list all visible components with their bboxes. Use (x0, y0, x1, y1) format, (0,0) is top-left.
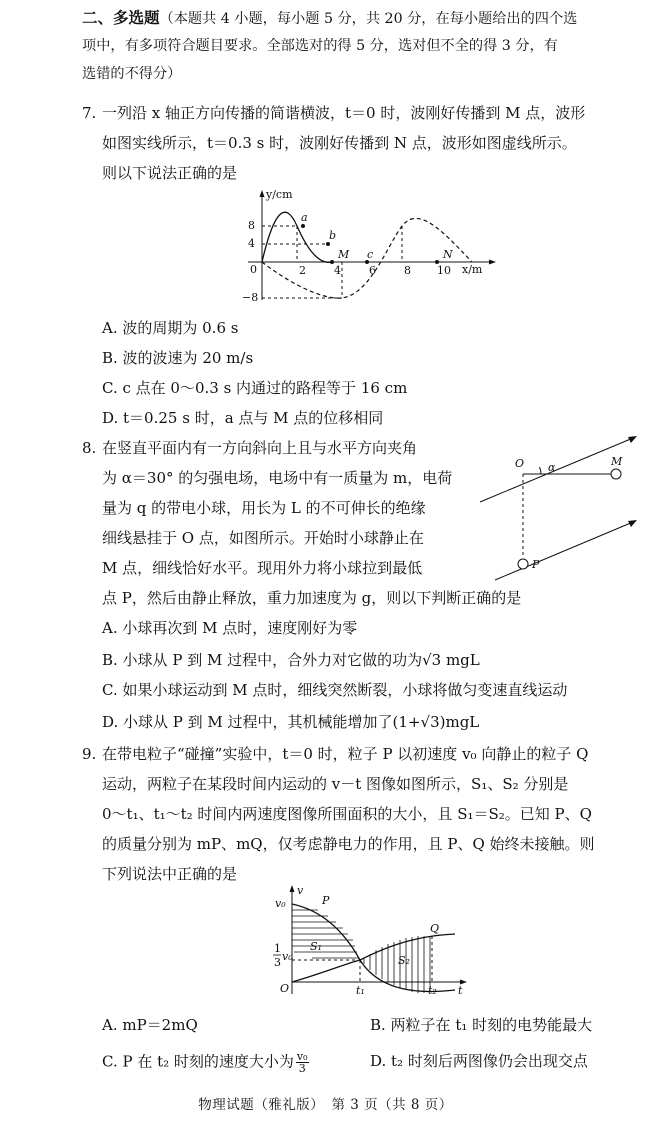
q8-option-b: B. 小球从 P 到 M 过程中，合外力对它做的功为√3 mgL (102, 651, 480, 669)
q9-stem-line-1: 在带电粒子“碰撞”实验中，t＝0 时，粒子 P 以初速度 v₀ 向静止的粒子 Q (102, 745, 589, 763)
q9-label-origin: O (280, 982, 290, 995)
q7-stem-line-1: 一列沿 x 轴正方向传播的简谐横波，t＝0 时，波刚好传播到 M 点，波形 (102, 104, 586, 122)
q7-label-b: b (329, 229, 337, 242)
q9-stem-line-3: 0～t₁、t₁～t₂ 时间内两速度图像所围面积的大小，且 S₁＝S₂。已知 P、Q (102, 805, 592, 823)
q7-x-tick-2: 2 (299, 264, 306, 277)
q7-wave-figure (240, 188, 500, 310)
q9-label-p: P (322, 894, 330, 907)
q7-x-tick-4: 4 (334, 264, 341, 277)
q9-label-t1: t₁ (356, 984, 365, 997)
q8-label-alpha: α (548, 461, 556, 474)
q7-point-a (301, 224, 305, 228)
q8-ball-p (518, 559, 528, 569)
q9-option-a: A. mP＝2mQ (102, 1016, 198, 1034)
section-header (82, 8, 577, 29)
q9-label-t2: t₂ (428, 984, 437, 997)
q7-x-tick-8: 8 (404, 264, 411, 277)
q7-option-c: C. c 点在 0～0.3 s 内通过的路程等于 16 cm (102, 379, 408, 397)
q8-field-line-upper (480, 438, 633, 502)
q7-option-b: B. 波的波速为 20 m/s (102, 349, 254, 367)
q8-field-figure (475, 432, 645, 592)
q9-label-third-den: 3 (274, 956, 281, 969)
q9-stem-line-5: 下列说法中正确的是 (102, 865, 238, 883)
section-instruction-line-1: （本题共 4 小题，每小题 5 分，共 20 分，在每小题给出的四个选 (159, 11, 578, 27)
q8-label-p: P (532, 558, 540, 571)
q9-fraction-numerator: v₀ (296, 1050, 308, 1063)
q8-ball-m (611, 469, 621, 479)
q9-label-v0: v₀ (275, 897, 286, 910)
q8-label-m: M (611, 455, 623, 468)
q7-label-a: a (301, 211, 308, 224)
q8-angle-arc (540, 467, 542, 474)
q9-number: 9. (82, 745, 97, 763)
q7-option-a: A. 波的周期为 0.6 s (102, 319, 239, 337)
q7-label-c: c (367, 248, 374, 261)
q7-y-axis-arrow (260, 190, 265, 197)
q7-label-m: M (338, 248, 350, 261)
q9-fraction-denominator: 3 (298, 1062, 306, 1075)
q8-stem-line-1: 在竖直平面内有一方向斜向上且与水平方向夹角 (102, 439, 418, 457)
q7-solid-wave (262, 212, 332, 262)
page-footer: 物理试题（雅礼版） 第 3 页（共 8 页） (198, 1097, 453, 1113)
q9-option-c (102, 1051, 311, 1074)
q7-y-tick-0: 0 (250, 263, 257, 276)
q7-y-axis-label: y/cm (266, 188, 293, 201)
q7-x-axis-arrow (489, 260, 496, 265)
q8-label-o: O (515, 457, 525, 470)
q9-t-axis-label: t (458, 984, 463, 997)
q9-v-axis-label: v (297, 884, 304, 897)
q9-v-axis-arrow (290, 885, 295, 892)
q8-field-line-lower (495, 522, 633, 580)
q8-field-arrow-upper (628, 436, 637, 443)
q8-option-d: D. 小球从 P 到 M 过程中，其机械能增加了(1+√3)mgL (102, 713, 480, 731)
q7-y-tick-4: 4 (248, 237, 255, 250)
q8-option-c: C. 如果小球运动到 M 点时，细线突然断裂，小球将做匀变速直线运动 (102, 681, 568, 699)
q9-option-c-fraction (296, 1051, 309, 1074)
q7-y-tick-8: 8 (248, 219, 255, 232)
q7-option-d: D. t＝0.25 s 时，a 点与 M 点的位移相同 (102, 409, 384, 427)
q8-field-arrow-lower (628, 520, 637, 527)
q9-option-d: D. t₂ 时刻后两图像仍会出现交点 (370, 1052, 588, 1070)
q9-option-c-text: C. P 在 t₂ 时刻的速度大小为 (102, 1052, 294, 1071)
q9-label-s2: S₂ (398, 954, 410, 967)
q9-stem-line-2: 运动，两粒子在某段时间内运动的 v－t 图像如图所示，S₁、S₂ 分别是 (102, 775, 569, 793)
q8-stem-line-4: 细线悬挂于 O 点，如图所示。开始时小球静止在 (102, 529, 424, 547)
q9-label-third-v0: v₀ (282, 950, 293, 963)
q8-stem-line-2: 为 α＝30° 的匀强电场，电场中有一质量为 m，电荷 (102, 469, 453, 487)
q9-stem-line-4: 的质量分别为 mP、mQ，仅考虑静电力的作用，且 P、Q 始终未接触。则 (102, 835, 595, 853)
q7-y-tick-neg8: −8 (242, 291, 259, 304)
q7-stem-line-3: 则以下说法正确的是 (102, 164, 238, 182)
q7-x-tick-6: 6 (369, 264, 376, 277)
q8-option-a: A. 小球再次到 M 点时，速度刚好为零 (102, 619, 358, 637)
section-instruction-line-2: 项中，有多项符合题目要求。全部选对的得 5 分，选对但不全的得 3 分，有 (82, 38, 558, 54)
q8-stem-line-6: 点 P，然后由静止释放，重力加速度为 g，则以下判断正确的是 (102, 589, 522, 607)
q9-option-b: B. 两粒子在 t₁ 时刻的电势能最大 (370, 1016, 593, 1034)
q7-point-b (326, 242, 330, 246)
q9-s1-hatching (292, 910, 358, 958)
q7-x-tick-10: 10 (437, 264, 451, 277)
q7-number: 7. (82, 104, 97, 122)
q7-label-n: N (443, 248, 453, 261)
q7-stem-line-2: 如图实线所示，t＝0.3 s 时，波刚好传播到 N 点，波形如图虚线所示。 (102, 134, 577, 152)
q9-label-q: Q (430, 922, 440, 935)
q9-label-third-num: 1 (274, 942, 281, 955)
section-instruction-line-3: 选错的不得分） (82, 66, 182, 82)
q8-stem-line-5: M 点，细线恰好水平。现用外力将小球拉到最低 (102, 559, 423, 577)
section-title: 二、多选题 (82, 8, 160, 27)
q8-number: 8. (82, 439, 97, 457)
q9-label-s1: S₁ (310, 940, 322, 953)
q9-vt-figure (270, 882, 480, 1007)
q8-stem-line-3: 量为 q 的带电小球，用长为 L 的不可伸长的绝缘 (102, 499, 426, 517)
q7-x-axis-label: x/m (462, 263, 483, 276)
